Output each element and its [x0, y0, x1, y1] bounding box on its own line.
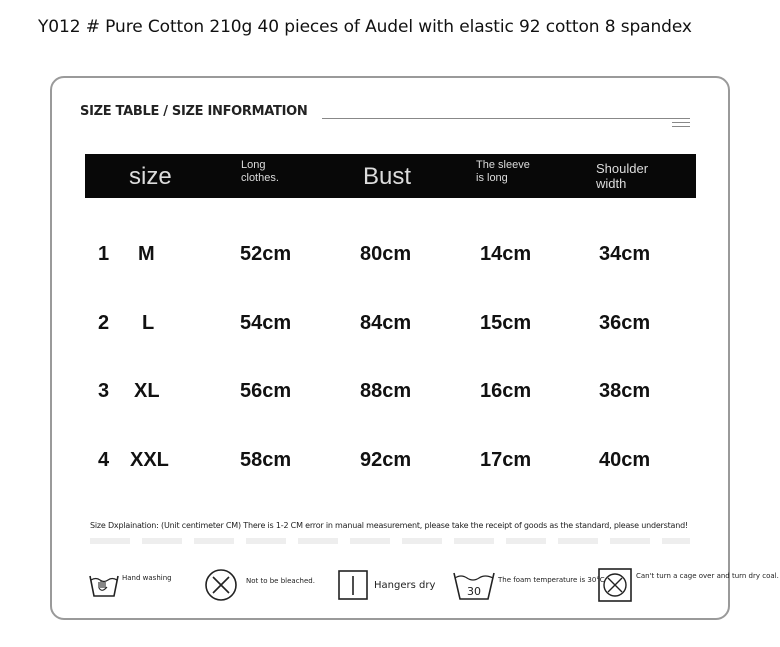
row-size: M	[138, 243, 155, 265]
header-shoulder: Shoulder width	[596, 161, 649, 191]
size-table-card	[50, 76, 779, 620]
row-bust: 80cm	[360, 243, 412, 265]
care-no-bleach	[204, 568, 315, 608]
table-row	[52, 312, 732, 342]
no-tumble-dry-icon	[598, 568, 632, 602]
temperature-label: The foam temperature is 30°C	[498, 576, 605, 584]
row-bust: 84cm	[360, 312, 412, 334]
temperature-value: 30	[467, 585, 481, 598]
hang-dry-icon	[338, 568, 368, 602]
row-sleeve: 17cm	[480, 449, 532, 471]
table-row	[52, 380, 732, 410]
no-bleach-label: Not to be bleached.	[246, 577, 315, 585]
note-shadow	[90, 538, 690, 544]
care-hang-dry	[338, 568, 448, 608]
hang-dry-label: Hangers dry	[374, 580, 436, 591]
menu-lines-icon	[672, 118, 690, 130]
row-bust: 92cm	[360, 449, 412, 471]
size-note: Size Dxplaination: (Unit centimeter CM) There is 1-2 CM error in manual measurement, please take the receipt of goods as the standard, please understand!	[90, 521, 688, 530]
care-temperature	[452, 568, 605, 608]
table-header	[85, 154, 696, 198]
row-index: 1	[98, 243, 110, 265]
row-shoulder: 38cm	[599, 380, 651, 402]
row-shoulder: 40cm	[599, 449, 651, 471]
row-length: 52cm	[240, 243, 292, 265]
row-shoulder: 34cm	[599, 243, 651, 265]
header-bust: Bust	[363, 163, 412, 190]
header-sleeve: The sleeve is long	[476, 159, 530, 184]
product-caption: Y012 # Pure Cotton 210g 40 pieces of Audel with elastic 92 cotton 8 spandex	[38, 17, 692, 37]
row-shoulder: 36cm	[599, 312, 651, 334]
care-hand-wash	[88, 568, 188, 608]
table-row	[52, 243, 732, 273]
title-divider	[322, 118, 690, 119]
row-size: L	[142, 312, 155, 334]
row-length: 58cm	[240, 449, 292, 471]
row-index: 4	[98, 449, 110, 471]
wash-temperature-icon	[452, 568, 496, 602]
row-size: XL	[134, 380, 160, 402]
header-size: size	[129, 163, 172, 190]
hand-wash-label: Hand washing	[122, 574, 172, 582]
row-size: XXL	[130, 449, 169, 471]
hand-wash-icon	[88, 568, 120, 600]
row-sleeve: 15cm	[480, 312, 532, 334]
care-no-tumble	[598, 568, 779, 608]
row-bust: 88cm	[360, 380, 412, 402]
row-length: 56cm	[240, 380, 292, 402]
no-bleach-icon	[204, 568, 238, 602]
header-length: Long clothes.	[241, 159, 279, 184]
no-tumble-label: Can't turn a cage over and turn dry coal.	[636, 572, 779, 580]
table-row	[52, 449, 732, 479]
row-index: 3	[98, 380, 110, 402]
row-sleeve: 14cm	[480, 243, 532, 265]
size-table-title: SIZE TABLE / SIZE INFORMATION	[80, 104, 308, 119]
row-sleeve: 16cm	[480, 380, 532, 402]
row-length: 54cm	[240, 312, 292, 334]
row-index: 2	[98, 312, 110, 334]
